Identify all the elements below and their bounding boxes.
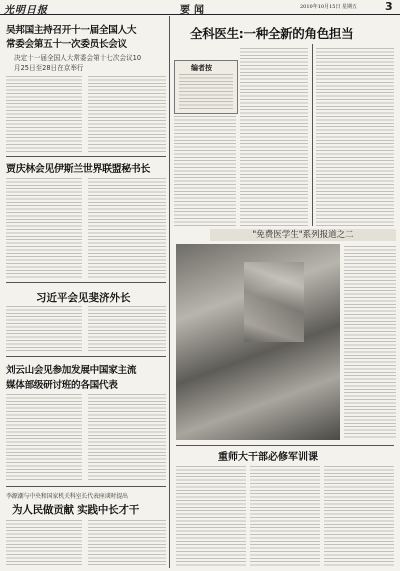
story4-headline-line1: 刘云山会见参加发展中国家主流 [6,365,137,376]
story-right2-body-col3 [324,466,394,566]
story4-body-col2 [88,394,166,482]
story3-headline: 习近平会见斐济外长 [36,292,131,304]
story2-headline: 贾庆林会见伊斯兰世界联盟秘书长 [6,164,150,175]
story1-body-col1 [6,76,82,152]
story5-body-col2 [88,520,166,566]
story1-headline-line1: 吴邦国主持召开十一届全国人大 [6,25,137,36]
story-divider [6,282,166,283]
lead-body-col2 [240,48,308,226]
column-divider [312,44,313,226]
story5-body-col1 [6,520,82,566]
story4-headline-line2: 媒体部级研讨班的各国代表 [6,380,118,391]
story4-body-col1 [6,394,82,482]
story-divider [6,486,166,487]
lead-body-col3 [316,48,394,226]
story1-deck-line1: 决定十一届全国人大常委会第十七次会议10 [14,54,142,62]
lead-body-col1 [174,116,236,226]
newspaper-logo: 光明日报 [4,5,48,16]
story-divider [176,445,394,446]
editor-note-box [174,60,238,114]
story5-kicker: 李源潮与中央和国家机关科室长代表座谈时提出 [6,493,128,500]
story2-body-col1 [6,178,82,278]
story3-body-col1 [6,306,82,352]
story-right2-body-col2 [250,466,320,566]
story-divider [6,156,166,157]
lead-headline: 全科医生:一种全新的角色担当 [190,26,354,41]
section-title: 要闻 [180,5,208,16]
column-divider [169,16,170,568]
story1-body-col2 [88,76,166,152]
series-banner: "免费医学生"系列报道之二 [210,229,396,241]
editor-note-title: 编者按 [191,64,212,72]
story-right2-headline: 重师大干部必修军训课 [218,452,318,463]
issue-date: 2010年10月15日 星期五 [300,4,358,10]
story-right2-body-col1 [176,466,246,566]
sidebar-body [344,246,396,440]
story2-body-col2 [88,178,166,278]
news-photo-detail [244,262,304,342]
story5-headline: 为人民做贡献 实践中长才干 [12,504,140,516]
story1-headline-line2: 常委会第五十一次委员长会议 [6,39,127,50]
story-divider [6,356,166,357]
story3-body-col2 [88,306,166,352]
editor-note-body [179,74,233,110]
page-number: 3 [385,0,393,13]
story1-deck-line2: 月25日至28日在京举行 [14,64,84,72]
